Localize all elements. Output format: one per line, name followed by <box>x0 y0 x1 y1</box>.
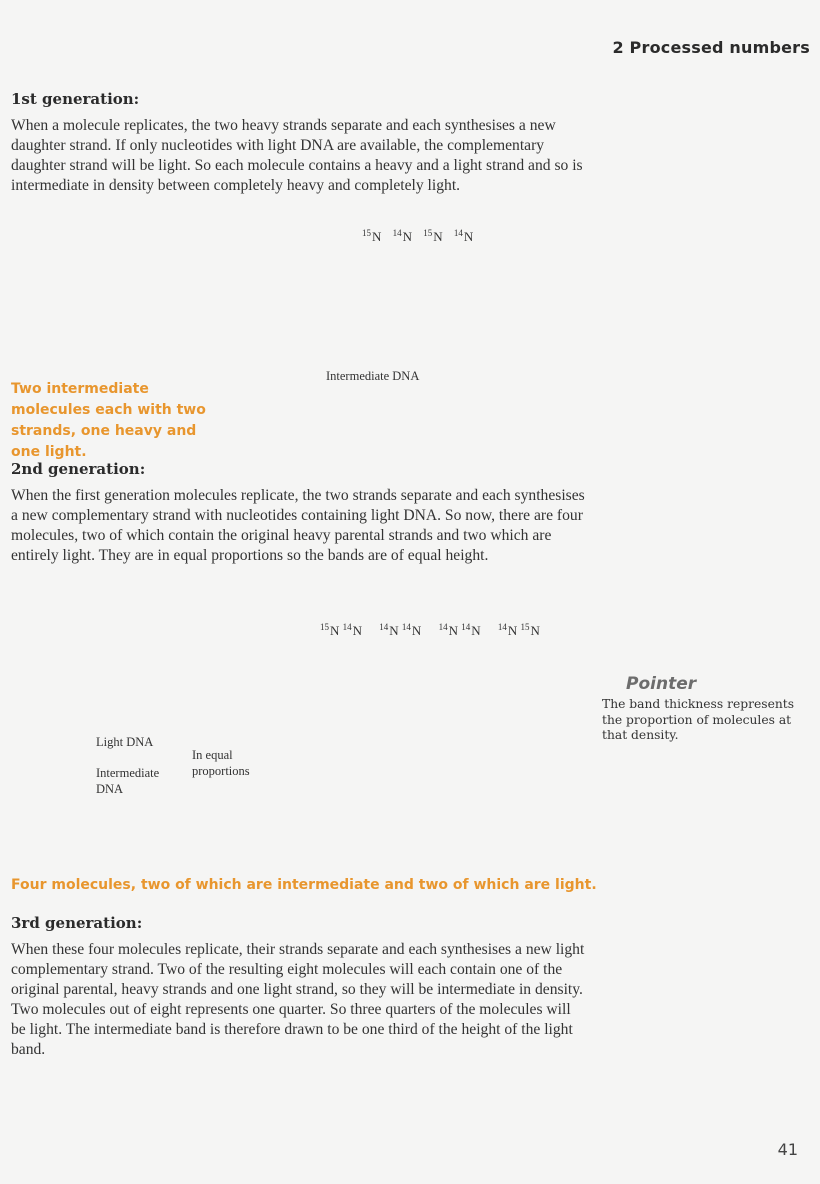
isotope-pair: $^{15}$N $^{14}$N <box>320 622 363 638</box>
equal-proportions-label: In equal proportions <box>192 748 250 778</box>
gen2-body: When the first generation molecules replicate, the two strands separate and each synthesises a new complementary strand with nucleotides containing light DNA. So now, there are four molecules, two of which contain the original heavy parental strands and two which are entirely light. They are in equal proportions so the bands are of equal height. <box>11 487 585 564</box>
isotope-label: $^{14}$N <box>453 228 474 244</box>
gen2-heading: 2nd generation: <box>11 460 146 478</box>
isotope-pair: $^{14}$N $^{14}$N <box>379 622 422 638</box>
isotope-label: $^{15}$N <box>362 228 382 244</box>
page-number: 41 <box>777 1140 798 1159</box>
gen1-caption: Two intermediate molecules each with two strands, one heavy and one light. <box>11 381 206 460</box>
gen1-band-label: Intermediate DNA <box>326 369 420 383</box>
gen1-heading: 1st generation: <box>11 90 140 108</box>
isotope-label: $^{14}$N <box>392 228 413 244</box>
gen1-body: When a molecule replicates, the two heavy strands separate and each synthesises a new daughter strand. If only nucleotides with light DNA are available, the complementary daughter strand will be light. So each molecule contains a heavy and a light strand and so is intermediate in density between completely heavy and completely light. <box>11 117 583 194</box>
light-dna-label: Light DNA <box>96 735 154 749</box>
intermediate-dna-label: Intermediate DNA <box>96 766 160 796</box>
gen2-isotope-labels <box>320 622 540 639</box>
gen1-isotope-labels <box>362 228 473 245</box>
gen2-caption: Four molecules, two of which are intermediate and two of which are light. <box>11 877 597 893</box>
gen3-body: When these four molecules replicate, their strands separate and each synthesises a new light complementary strand. Two of the resulting eight molecules will each contain one of the original parental, heavy strands and one light strand, so they will be intermediate in density. Two molecules out of eight represents one quarter. So three quarters of the molecules will be light. The intermediate band is therefore drawn to be one third of the height of the light band. <box>11 941 585 1058</box>
pointer-text: The band thickness represents the proportion of molecules at that density. <box>602 697 795 742</box>
pointer-title: Pointer <box>626 674 697 694</box>
isotope-label: $^{15}$N <box>423 228 443 244</box>
isotope-pair: $^{14}$N $^{15}$N <box>497 622 540 638</box>
chapter-title: 2 Processed numbers <box>612 38 810 57</box>
isotope-pair: $^{14}$N $^{14}$N <box>438 622 481 638</box>
gen3-heading: 3rd generation: <box>11 914 143 932</box>
